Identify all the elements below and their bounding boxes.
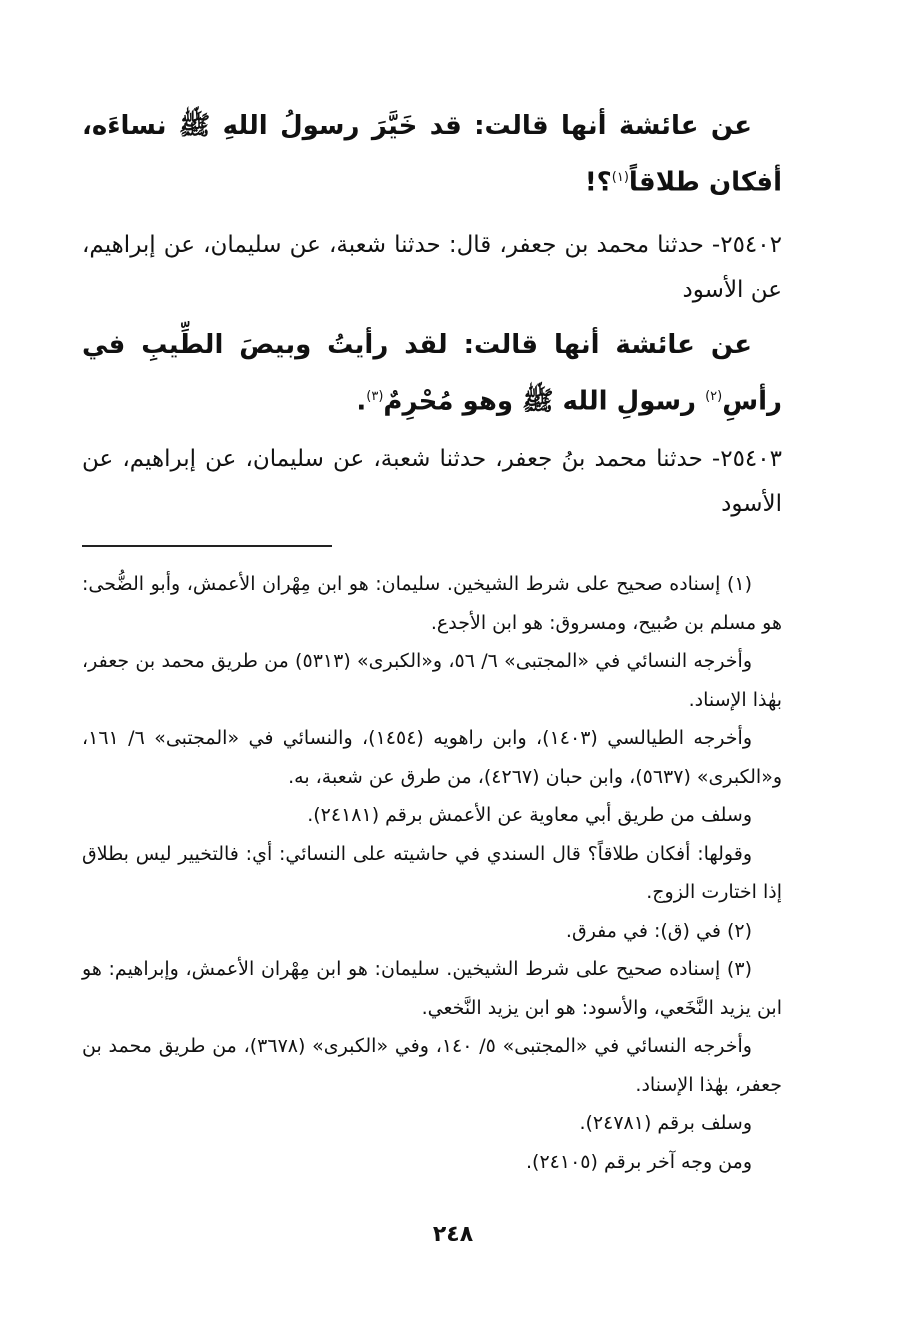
footnote-paragraph: (٣) إسناده صحيح على شرط الشيخين. سليمان: هو ابن مِهْران الأعمش، وإبراهيم: هو ابن يزيد النَّخَعي، والأسود: هو ابن يزيد النَّخعي. [82,958,782,1019]
footnote-paragraph: وسلف برقم (٢٤٧٨١). [579,1112,752,1135]
page-body [82,100,782,1181]
footnote-ref-1: (١) [611,170,629,185]
footnote-paragraph: وأخرجه النسائي في «المجتبى» ٥/ ١٤٠، وفي «الكبرى» (٣٦٧٨)، من طريق محمد بن جعفر، بهٰذا الإسناد. [82,1035,782,1096]
footnotes [82,565,782,1181]
footnote-divider [82,545,332,547]
hadith-matn-1: عن عائشة أنها قالت: قد خَيَّرَ رسولُ اللهِ ﷺ نساءَه، أفكان طلاقاً$^{(١)}$؟! [82,111,782,198]
hadith-matn-2: عن عائشة أنها قالت: لقد رأيتُ وبيصَ الطِّيبِ في رأسِ$^{(٢)}$ رسولِ الله ﷺ وهو مُحْرِمٌ$^{(٣)}$. [82,329,782,417]
hadith-isnad-25402: ٢٥٤٠٢- حدثنا محمد بن جعفر، قال: حدثنا شعبة، عن سليمان، عن إبراهيم، عن الأسود [82,231,782,303]
footnote-paragraph: (١) إسناده صحيح على شرط الشيخين. سليمان: هو ابن مِهْران الأعمش، وأبو الضُّحى: هو مسلم بن صُبيح، ومسروق: هو ابن الأجدع. [82,573,782,634]
footnote-paragraph: وأخرجه النسائي في «المجتبى» ٦/ ٥٦، و«الكبرى» (٥٣١٣) من طريق محمد بن جعفر، بهٰذا الإسناد. [82,650,782,711]
footnote-paragraph: وأخرجه الطيالسي (١٤٠٣)، وابن راهويه (١٤٥٤)، والنسائي في «المجتبى» ٦/ ١٦١، و«الكبرى» (٥٦٣٧)، وابن حبان (٤٢٦٧)، من طرق عن شعبة، به. [82,727,782,788]
footnote-paragraph: ومن وجه آخر برقم (٢٤١٠٥). [526,1150,752,1173]
footnote-paragraph: وقولها: أفكان طلاقاً؟ قال السندي في حاشيته على النسائي: أي: فالتخيير ليس بطلاق إذا اختارت الزوج. [82,842,782,904]
hadith-isnad-25403: ٢٥٤٠٣- حدثنا محمد بنُ جعفر، حدثنا شعبة، عن سليمان، عن إبراهيم، عن الأسود [82,446,782,518]
page-number: ٢٤٨ [432,1222,474,1247]
footnote-ref-2: (٢) [705,388,723,404]
footnote-ref-3: (٣) [366,388,384,404]
footnote-paragraph: (٢) في (ق): في مفرق. [565,919,752,942]
footnote-paragraph: وسلف من طريق أبي معاوية عن الأعمش برقم (٢٤١٨١). [307,804,752,827]
